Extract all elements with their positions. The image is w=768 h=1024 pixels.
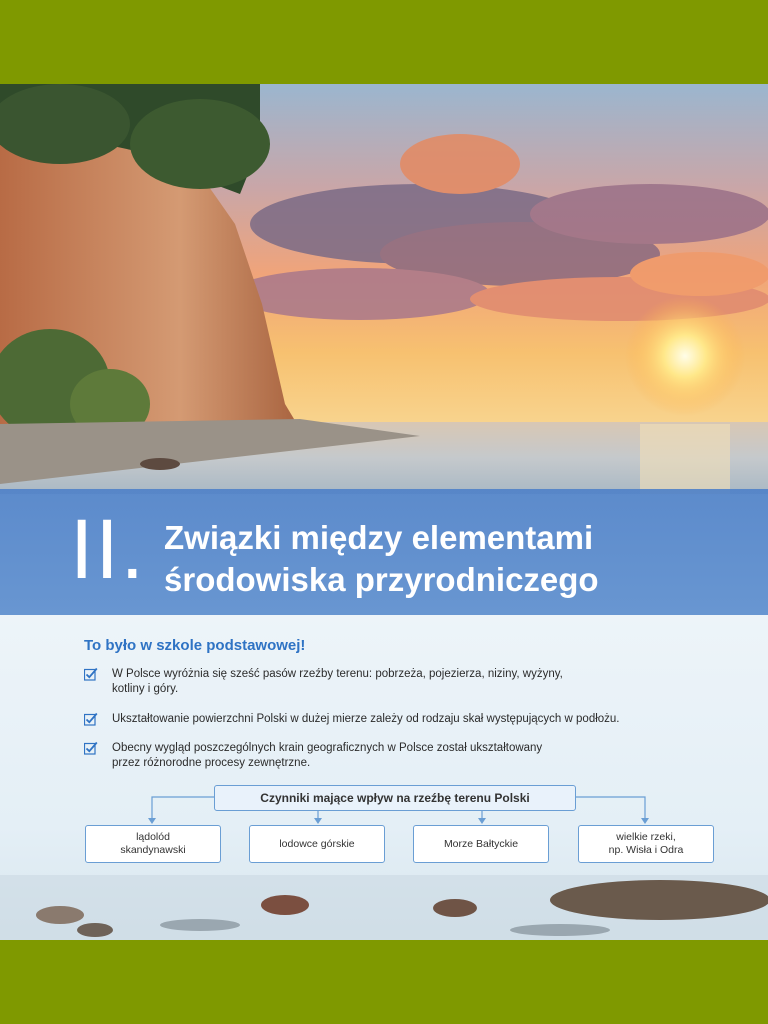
chapter-title-band	[0, 489, 768, 615]
diagram-box-rivers	[578, 825, 714, 863]
cliff-sunset-photo	[0, 84, 768, 494]
diagram-box-line: np. Wisła i Odra	[608, 844, 684, 856]
pebbles-decoration	[0, 875, 768, 940]
arrow-down-icon	[314, 818, 322, 824]
bullet-text-line: Ukształtowanie powierzchni Polski w dużej mierze zależy od rodzaju skał występujących w podłożu.	[112, 713, 620, 725]
bullet-text-line: przez różnorodne procesy zewnętrzne.	[112, 757, 311, 769]
checkbox-check-icon	[84, 712, 98, 726]
bullet-text	[112, 712, 724, 727]
textbook-page	[0, 84, 768, 940]
diagram-box-line: skandynawski	[120, 844, 186, 856]
bullet-item	[84, 667, 724, 697]
checkbox-check-icon	[84, 667, 98, 681]
chapter-title	[164, 517, 599, 601]
diagram-box-line: Morze Bałtyckie	[443, 837, 519, 850]
arrow-down-icon	[148, 818, 156, 824]
bullet-text-line: W Polsce wyróżnia się sześć pasów rzeźby terenu: pobrzeża, pojezierza, niziny, wyżyny,	[112, 668, 563, 680]
section-heading: To było w szkole podstawowej!	[84, 637, 306, 654]
diagram-box-line: lodowce górskie	[279, 837, 355, 850]
diagram-box-glaciers	[249, 825, 385, 863]
bullet-text	[112, 667, 724, 697]
chapter-title-line1: Związki między elementami	[164, 519, 594, 556]
bullet-text	[112, 741, 724, 771]
chapter-number: II.	[70, 502, 147, 596]
diagram-box-line: lądolód	[136, 831, 170, 843]
diagram-box-baltic-sea	[413, 825, 549, 863]
diagram-box-ice-sheet	[85, 825, 221, 863]
bullet-text-line: Obecny wygląd poszczególnych krain geograficznych w Polsce został ukształtowany	[112, 742, 543, 754]
arrow-down-icon	[641, 818, 649, 824]
content-area	[0, 615, 768, 940]
bullet-item	[84, 741, 724, 771]
chapter-title-line2: środowiska przyrodniczego	[164, 561, 599, 598]
checkbox-check-icon	[84, 741, 98, 755]
diagram-title: Czynniki mające wpływ na rzeźbę terenu Polski	[214, 785, 576, 811]
bullet-text-line: kotliny i góry.	[112, 683, 179, 695]
bullet-item	[84, 712, 724, 727]
diagram-box-line: wielkie rzeki,	[616, 831, 676, 843]
arrow-down-icon	[478, 818, 486, 824]
